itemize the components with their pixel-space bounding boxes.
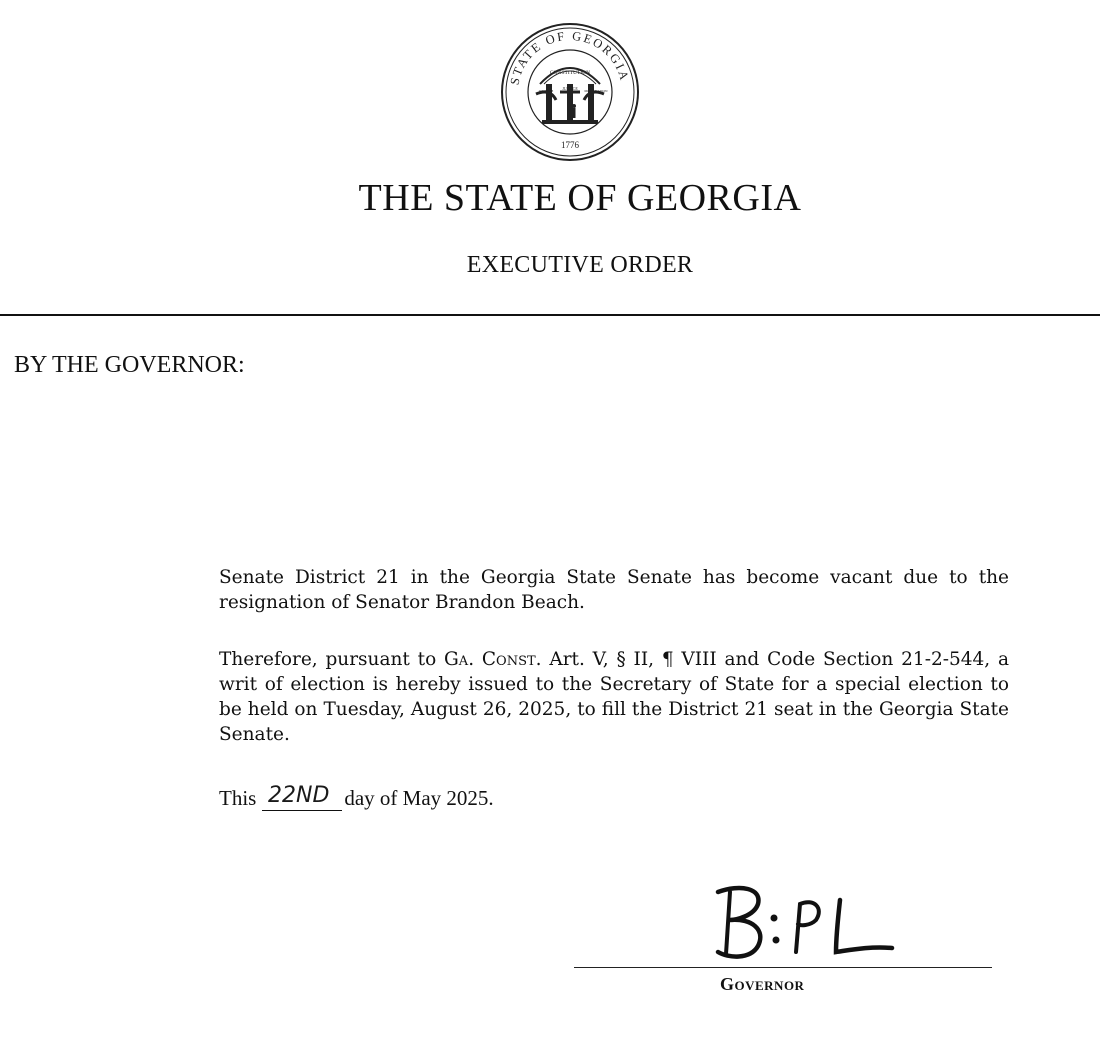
header-divider	[0, 314, 1100, 316]
georgia-state-seal	[500, 22, 640, 162]
writ-lead: Therefore, pursuant to	[219, 649, 445, 670]
date-prefix: This	[219, 786, 257, 810]
governor-title: Governor	[720, 974, 805, 994]
date-line	[219, 784, 494, 811]
svg-text:22ND: 22ND	[268, 783, 330, 808]
by-governor-heading: BY THE GOVERNOR:	[14, 352, 245, 378]
vacancy-paragraph: Senate District 21 in the Georgia State Senate has become vacant due to the resignation of Senator Brandon Beach.	[219, 567, 1009, 613]
day-blank	[262, 784, 342, 811]
page-title: THE STATE OF GEORGIA	[358, 177, 802, 219]
handwritten-day	[264, 778, 344, 808]
seal-ribbon-justice: JUSTICE	[562, 86, 578, 91]
signature-line	[574, 967, 992, 968]
governor-signature	[700, 878, 900, 970]
seal-ribbon-wisdom: WISDOM	[538, 89, 554, 93]
svg-text:STATE OF GEORGIA	[507, 29, 632, 86]
page-subtitle: EXECUTIVE ORDER	[466, 252, 694, 278]
writ-rest: Art. V, § II, ¶ VIII and Code Section 21-2-544, a writ of election is hereby issued to the Secretary of State for a special election to be held on Tuesday, August 26, 2025, to fill the District 21 seat in the Georgia State Senate.	[219, 649, 1009, 745]
seal-ribbon-moderation: MODERATION	[584, 89, 608, 93]
writ-paragraph	[219, 647, 1009, 747]
const-reference: Ga. Const.	[444, 649, 542, 670]
seal-banner-text: CONSTITUTION	[549, 70, 591, 76]
seal-year: 1776	[561, 140, 579, 150]
date-suffix: day of May 2025.	[344, 786, 494, 810]
seal-ring-text: STATE OF GEORGIA	[507, 28, 632, 87]
